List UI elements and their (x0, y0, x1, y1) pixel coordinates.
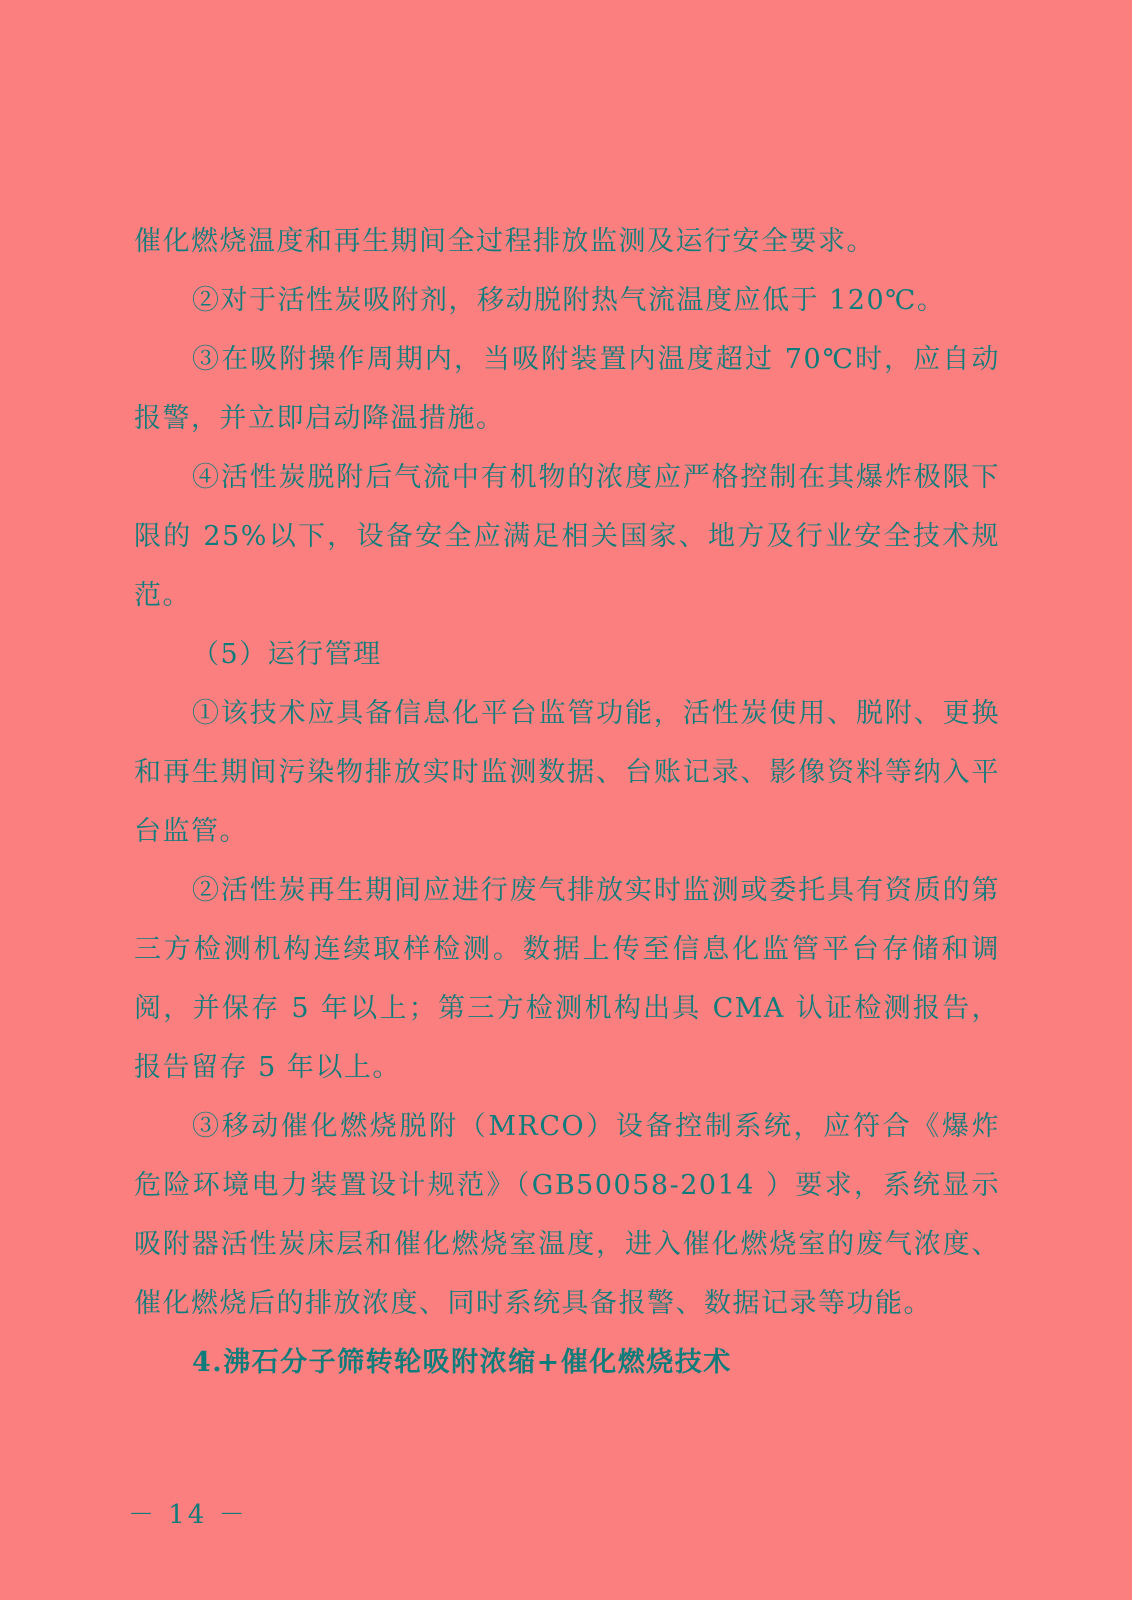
paragraph-item-4-explosion-limit: ④活性炭脱附后气流中有机物的浓度应严格控制在其爆炸极限下限的 25%以下，设备安全应满足相关国家、地方及行业安全技术规范。 (134, 462, 1000, 611)
page-number: － 14 － (128, 1500, 248, 1530)
paragraph-item-2-emission-monitoring: ②活性炭再生期间应进行废气排放实时监测或委托具有资质的第三方检测机构连续取样检测。数据上传至信息化监管平台存储和调阅，并保存 5 年以上；第三方检测机构出具 CMA 认证检测报告，报告留存 5 年以上。 (134, 875, 1000, 1083)
paragraph-item-1-platform-supervision: ①该技术应具备信息化平台监管功能，活性炭使用、脱附、更换和再生期间污染物排放实时监测数据、台账记录、影像资料等纳入平台监管。 (134, 698, 1000, 847)
paragraph-continuation: 催化燃烧温度和再生期间全过程排放监测及运行安全要求。 (134, 226, 875, 257)
paragraph-item-3-temperature-alarm: ③在吸附操作周期内，当吸附装置内温度超过 70℃时，应自动报警，并立即启动降温措施。 (134, 344, 1000, 434)
document-body (134, 212, 1000, 1392)
section-heading-operation-management: （5）运行管理 (192, 639, 382, 670)
section-heading-zeolite-rotor: 4.沸石分子筛转轮吸附浓缩+催化燃烧技术 (192, 1347, 732, 1378)
paragraph-item-3-mrco-control-system: ③移动催化燃烧脱附（MRCO）设备控制系统，应符合《爆炸危险环境电力装置设计规范》（GB50058-2014 ）要求，系统显示吸附器活性炭床层和催化燃烧室温度，进入催化燃烧室的废气浓度、催化燃烧后的排放浓度、同时系统具备报警、数据记录等功能。 (134, 1111, 1000, 1319)
paragraph-item-2-desorption-temperature: ②对于活性炭吸附剂，移动脱附热气流温度应低于 120℃。 (192, 285, 946, 316)
